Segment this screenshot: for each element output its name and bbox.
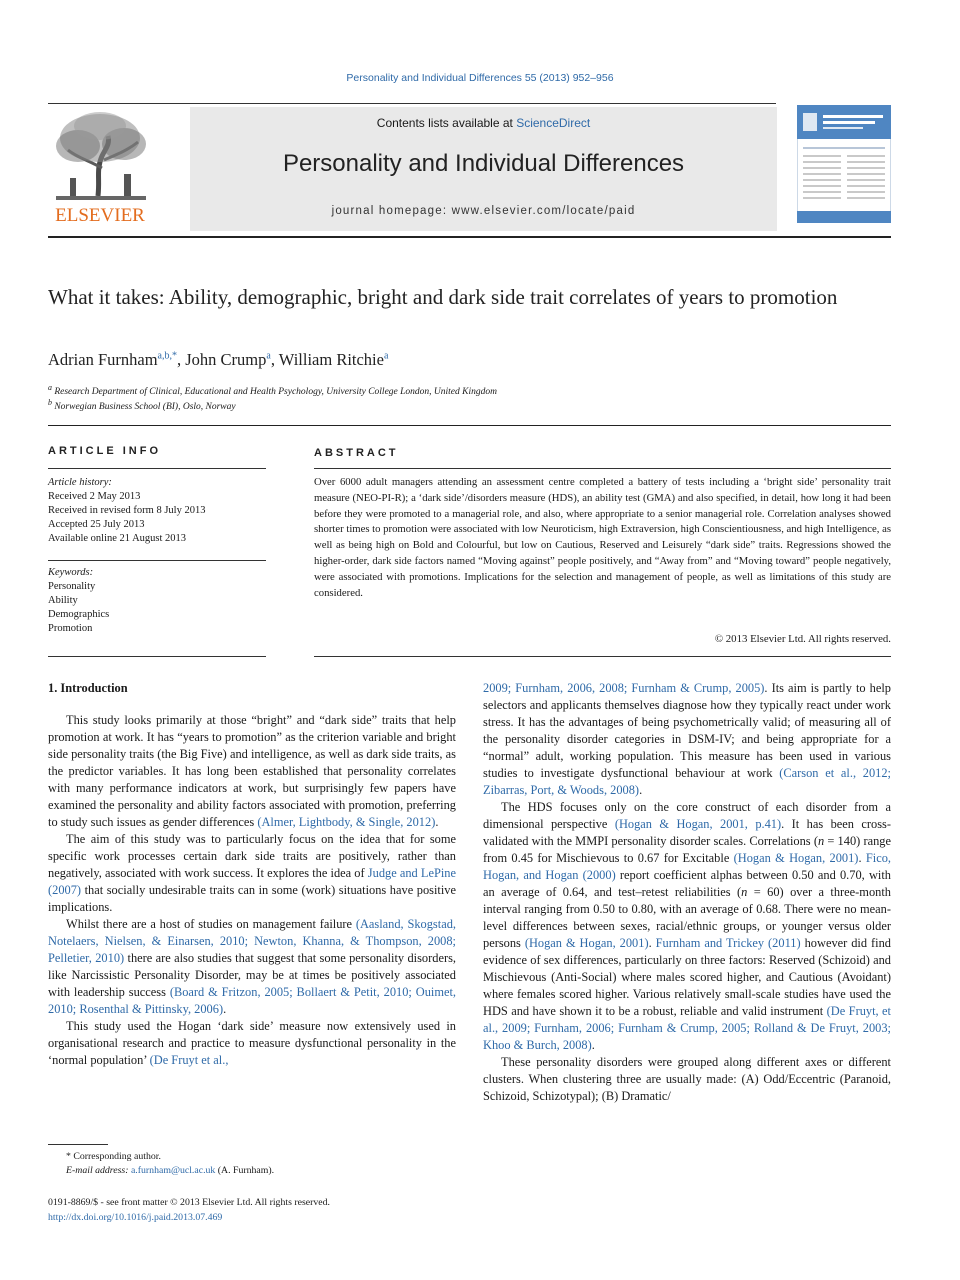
elsevier-tree-icon [48,108,153,228]
author-name[interactable]: Adrian Furnham [48,350,158,369]
citation-link[interactable]: (Board & Fritzon, 2005; Bollaert & Petit, 2010; Ouimet, 2010; Rosenthal & Pittinsky, 2006) [48,985,457,1016]
journal-homepage [190,205,777,217]
affiliation-mark: b [48,398,52,407]
email-note [48,1164,468,1178]
citation-link[interactable]: (Almer, Lightbody, & Single, 2012) [257,815,436,829]
affiliation-a [48,383,497,397]
citation-link[interactable]: (Hogan & Hogan, 2001, p.41) [614,817,782,831]
italic-symbol: n [741,885,748,899]
doi-link[interactable]: http://dx.doi.org/10.1016/j.paid.2013.07.469 [48,1212,223,1223]
affiliation-text: Research Department of Clinical, Educational and Health Psychology, University College London, United Kingdom [54,387,497,398]
publisher-wordmark: ELSEVIER [55,205,145,226]
body-column-right [483,680,891,1105]
abstract-text: Over 6000 adult managers attending an assessment centre completed a battery of tests including a ‘bright side’ personality trait measure (NEO-PI-R); a ‘dark side’/disorders measure (HDS), an ability test (GMA) and also specified, in detail, how long it had been before they were promoted to a managerial role, and also, where appropriate to a senior managerial role. Correlation analyses showed shorter times to promotion were associated with low Neuroticism, high Extraversion, high Conscientiousness, and high Intelligence, as well as being high on Bold and Colourful, but low on Cautious, Reserved and Leisurely “dark side” traits. Regressions showed the higher-order, dark side factors named “Moving against” people positively, and “Away from” and “Moving toward” people negatively, were associated with promotions. Implications for the selection and management of people, as well as limitations of this study are considered. [314,476,892,599]
article-history [48,476,268,546]
paragraph-text: . [639,783,643,797]
header-rule [48,103,776,104]
paragraph-text: Whilst there are a host of studies on management failure [66,917,356,931]
keyword: Demographics [48,609,110,620]
author-separator: , [176,350,186,369]
body-paragraph [48,1018,456,1069]
body-paragraph [483,799,891,1054]
history-online: Available online 21 August 2013 [48,533,187,544]
paragraph-text: This study used the Hogan ‘dark side’ measure now extensively used in organisational research and practice to measure dysfunctional personality in the ‘normal population’ [48,1019,456,1067]
citation-link[interactable]: (De Fruyt, et al., 2009; Furnham, 2006; Furnham & Crump, 2005; Rolland & De Fruyt, 2003; Khoo & Burch, 2008) [483,1004,892,1052]
body-paragraph [48,831,456,916]
info-divider [48,560,266,561]
body-paragraph [48,712,456,831]
journal-cover-thumbnail[interactable] [797,105,891,223]
citation-link[interactable]: (Aasland, Skogstad, Notelaers, Nielsen, & Einarsen, 2010; Newton, Khanna, & Thompson, 2008; Pelletier, 2010) [48,917,456,965]
section-heading: 1. Introduction [48,681,128,695]
keyword: Personality [48,581,96,592]
author-separator: , [270,350,279,369]
citation-link[interactable]: Furnham and Trickey (2011) [655,936,801,950]
contents-prefix: Contents lists available at [376,116,517,130]
issn-block [48,1195,548,1225]
history-label: Article history: [48,477,112,488]
history-received: Received 2 May 2013 [48,491,141,502]
paragraph-text: This study looks primarily at those “bright” and “dark side” traits that help promotion at work. It has “years to promotion” as the criterion variable and bright side personality traits (the Big Five) and intelligence, as well as dark side traits, as the predictor variables. It has long been established that personality correlates with many performance indicators at work, but surprisingly few papers have examined the personality and ability factors associated with promotion, preferring to study such issues as gender differences [48,713,456,829]
paragraph-text: = 60) over a three-month interval ranging from 0.50 to 0.80, with an average of 0.68. There were no mean-level differences between sexes, racial/ethnic groups, or younger versus older persons [483,885,891,950]
citation-link[interactable]: (Hogan & Hogan, 2001) [524,936,649,950]
masthead-rule [48,236,891,238]
author-affiliation-mark[interactable]: a [266,350,271,362]
keywords-label: Keywords: [48,567,94,578]
citation-link[interactable]: (Carson et al., 2012; Zibarras, Port, & Woods, 2008) [483,766,891,797]
paragraph-text: . [223,1002,227,1016]
affiliation-b [48,398,236,412]
keywords [48,566,268,636]
info-bottom-rule [48,656,266,657]
contents-line [190,116,777,130]
body-column-left [48,680,456,1069]
article-title: What it takes: Ability, demographic, bright and dark side trait correlates of years to promotion [48,285,838,309]
paragraph-text: there are also studies that suggest that some personality disorders, like Narcissistic Personality Disorder, may be at times be positively associated with leadership success [48,951,456,999]
homepage-link[interactable]: www.elsevier.com/locate/paid [451,205,636,217]
citation-link[interactable]: Judge and LePine (2007) [48,866,457,897]
citation-link[interactable]: Fico, Hogan, and Hogan (2000) [483,851,891,882]
paragraph-text: . [435,815,439,829]
paragraph-text: The HDS focuses only on the core construct of each disorder from a dimensional perspective [483,800,891,831]
email-link[interactable]: a.furnham@ucl.ac.uk [130,1165,216,1176]
sciencedirect-link[interactable]: ScienceDirect [516,116,591,130]
author-affiliation-mark[interactable]: a,b,* [157,350,177,362]
affiliation-mark: a [48,383,52,392]
email-suffix: (A. Furnham). [215,1165,275,1176]
section-rule [48,425,891,426]
paragraph-text: . It has been cross-validated with the MMPI personality disorder scales. Correlations ( [483,817,891,848]
info-rule [48,468,266,469]
history-revised: Received in revised form 8 July 2013 [48,505,206,516]
abstract-bottom-rule [314,656,891,657]
paragraph-text: = 140) range from 0.45 for Mischievous to 0.67 for Excitable [483,834,891,865]
paragraph-text: . [591,1038,595,1052]
email-label: E-mail address: [66,1165,131,1176]
author-list [48,350,388,370]
italic-symbol: n [817,834,825,848]
keyword: Promotion [48,623,93,634]
journal-title: Personality and Individual Differences [282,150,685,177]
citation-link[interactable]: 2009; Furnham, 2006, 2008; Furnham & Crump, 2005) [483,681,765,695]
corresponding-author-note: * Corresponding author. [66,1151,161,1162]
article-info-heading: ARTICLE INFO [48,445,161,457]
paragraph-text: These personality disorders were grouped along different axes or different clusters. When clustering three are usually made: (A) Odd/Eccentric (Paranoid, Schizoid, Schizotypal); (B) Dramatic/ [483,1055,891,1103]
history-accepted: Accepted 25 July 2013 [48,519,145,530]
paragraph-text: . Its aim is partly to help selectors and applicants themselves diagnose how they typically react under work stress. It has the advantages of being psychometrically valid; of measuring all of the personality disorder categories in DSM-IV; and being appropriate for a “normal” adult, working population. This measure has been used in various studies to investigate dysfunctional behaviour at work [483,681,892,780]
paragraph-text: report coefficient alphas between 0.50 and 0.70, with an average of 0.64, and test–retest reliabilities ( [483,868,891,899]
citation-link[interactable]: (De Fruyt et al., [149,1053,229,1067]
citation-link[interactable]: (Hogan & Hogan, 2001) [733,851,859,865]
author-name[interactable]: John Crump [185,350,267,369]
body-paragraph [483,1054,891,1105]
front-matter-line: 0191-8869/$ - see front matter © 2013 Elsevier Ltd. All rights reserved. [48,1197,330,1208]
abstract-rule [314,468,891,469]
author-affiliation-mark[interactable]: a [383,350,389,362]
elsevier-logo [48,108,153,228]
abstract-heading: ABSTRACT [314,447,399,459]
journal-cover-image [797,105,891,223]
paragraph-text: however did find evidence of sex differences, particularly on three factors: Reserved (Schizoid) and Mischievous (Anti-Social) where males scored higher, and Cautious (Avoidant) where females scored higher. Various relatively small-scale studies have used the HDS and have shown it to be a robust, reliable and valid instrument [483,936,891,1018]
copyright-notice: © 2013 Elsevier Ltd. All rights reserved. [714,633,891,645]
left-paragraphs [48,712,456,1069]
paragraph-text: that socially undesirable traits can in some (work) situations have positive implications. [48,883,456,914]
running-head: Personality and Individual Differences 55 (2013) 952–956 [346,72,614,84]
author-name[interactable]: William Ritchie [278,350,384,369]
paragraph-text: . [648,936,656,950]
body-paragraph [483,680,891,799]
keyword: Ability [48,595,78,606]
homepage-prefix: journal homepage: [331,205,452,217]
right-paragraphs [483,680,891,1105]
footnote [48,1150,468,1178]
footnote-rule [48,1144,108,1145]
affiliation-text: Norwegian Business School (BI), Oslo, Norway [54,402,236,413]
paragraph-text: . [858,851,866,865]
body-paragraph [48,916,456,1018]
paragraph-text: The aim of this study was to particularly focus on the idea that for some specific work processes certain dark side traits are positively, rather than negatively, associated with work success. It explores the idea of [48,832,456,880]
